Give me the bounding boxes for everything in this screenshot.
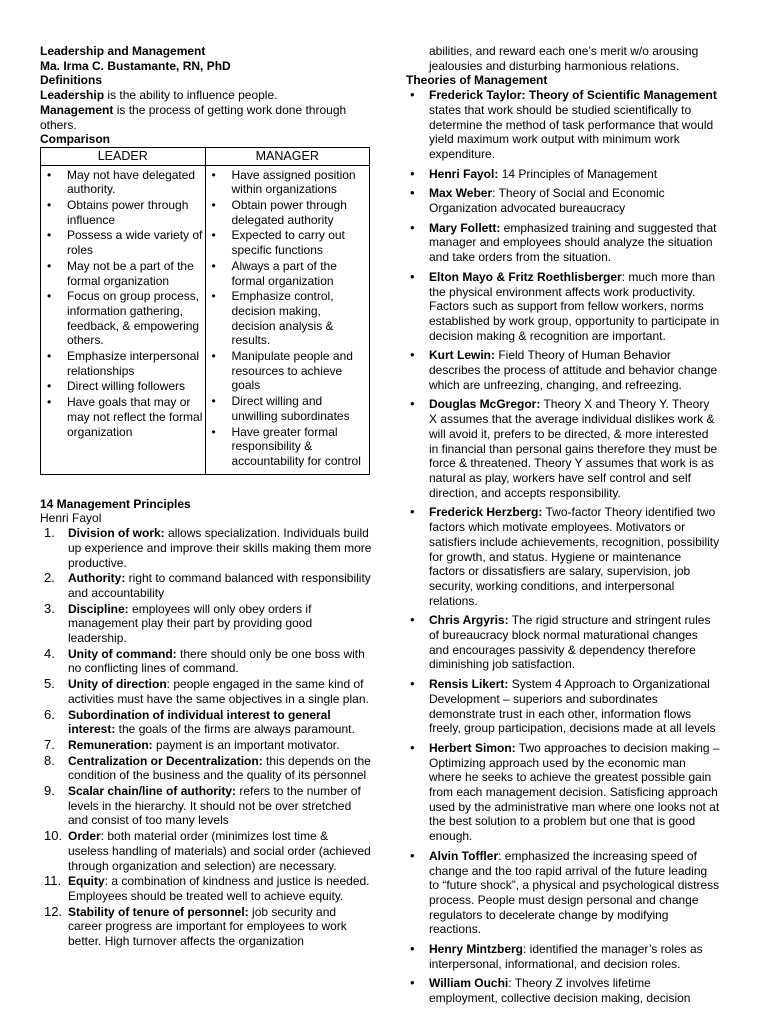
- theorist-name: Frederick Taylor: Theory of Scientific Management: [429, 88, 717, 103]
- manager-item: • Always a part of the formal organization: [208, 259, 368, 288]
- theory-text: emphasized training and suggested that manager and employees should analyze the situation and take orders from the situation.: [429, 220, 717, 265]
- management-definition: [40, 103, 372, 132]
- principle-item: [40, 754, 372, 783]
- theory-text: : emphasized the increasing speed of change and the too rapid arrival of the future leading to “future shock”, a physical and psychological distress process. People must design personal and change regulators to decelerate change by modifying reactions.: [429, 848, 720, 937]
- theory-item: [406, 348, 720, 392]
- principle-number: 5.: [44, 676, 55, 692]
- principle-12-continuation: abilities, and reward each one’s merit w/o arousing jealousies and disturbing harmonious relations.: [429, 44, 699, 73]
- author-name: Ma. Irma C. Bustamante, RN, PhD: [40, 58, 231, 73]
- theory-item: [406, 677, 720, 736]
- theory-text: System 4 Approach to Organizational Development – superiors and subordinates demonstrate trust in each other, information flows freely, group participation, decisions made at all levels: [429, 677, 716, 736]
- leader-item: • Have goals that may or may not reflect the formal organization: [43, 395, 203, 439]
- principle-text: right to command balanced with responsibility and accountability: [68, 571, 371, 600]
- theory-text: The rigid structure and stringent rules of bureaucracy block normal maturational changes and encourages passivity & dependency therefore diminishing job satisfaction.: [429, 613, 711, 672]
- principle-term: Centralization or Decentralization:: [68, 753, 263, 768]
- principles-heading: 14 Management Principles: [40, 496, 191, 511]
- principle-term: Division of work:: [68, 526, 165, 541]
- manager-list: [208, 168, 368, 469]
- theory-item: [406, 976, 720, 1005]
- comparison-table: [40, 147, 370, 475]
- theorist-name: Alvin Toffler: [429, 848, 499, 863]
- theorist-name: Herbert Simon:: [429, 740, 516, 755]
- principle-item: [40, 602, 372, 646]
- theorist-name: Rensis Likert:: [429, 677, 509, 692]
- principle-number: 9.: [44, 783, 55, 799]
- management-text: is the process of getting work done through others.: [40, 102, 347, 132]
- theory-text: : Theory of Social and Economic Organization advocated bureaucracy: [429, 186, 665, 216]
- principle-item: [40, 708, 372, 737]
- principle-number: 6.: [44, 706, 55, 722]
- theories-heading: Theories of Management: [406, 73, 548, 88]
- left-column: [40, 44, 372, 950]
- principle-item: [40, 571, 372, 600]
- principle-text: : people engaged in the same kind of activities must have the same objectives in a single plan.: [68, 677, 369, 706]
- theory-item: [406, 613, 720, 672]
- principle-term: Unity of command:: [68, 646, 177, 661]
- leader-list: [43, 168, 203, 440]
- theorist-name: Max Weber: [429, 186, 493, 201]
- principle-text: employees will only obey orders if management play their part by providing good leadership.: [68, 601, 313, 646]
- principle-item: [40, 874, 372, 903]
- manager-item: • Direct willing and unwilling subordinates: [208, 394, 368, 423]
- leader-item: • May not have delegated authority.: [43, 168, 203, 197]
- principle-number: 10.: [44, 828, 63, 844]
- principle-term: Remuneration:: [68, 737, 153, 752]
- principle-number: 7.: [44, 736, 55, 752]
- principle-text: refers to the number of levels in the hierarchy. It should not be over stretched and consist of too many levels: [68, 784, 361, 828]
- manager-item: • Manipulate people and resources to achieve goals: [208, 349, 368, 393]
- principle-text: : a combination of kindness and justice is needed. Employees should be treated well to achieve equity.: [68, 874, 370, 903]
- principle-item: [40, 829, 372, 873]
- principle-text: this depends on the condition of the business and the quality of its personnel: [68, 753, 371, 783]
- theory-text: Two-factor Theory identified two factors which motivate employees. Motivators or satisfiers include achievements, recognition, possibility for growth, and status. Hygiene or maintenance factors or dissatisfiers are salary, supervision, job security, working conditions, and interpersonal relations.: [429, 505, 720, 608]
- principle-term: Subordination of individual interest to general interest:: [68, 707, 331, 737]
- principle-text: the goals of the firms are always paramount.: [115, 722, 355, 737]
- theory-item: [406, 167, 720, 182]
- theory-item: [406, 741, 720, 844]
- principle-item: [40, 905, 372, 949]
- principle-number: 2.: [44, 570, 55, 586]
- principle-item: [40, 647, 372, 676]
- manager-column-header: MANAGER: [205, 147, 370, 165]
- principle-text: job security and career progress are important for employees to work better. High turnover affects the organization: [68, 904, 347, 949]
- principle-term: Stability of tenure of personnel:: [68, 904, 249, 919]
- principle-number: 11.: [44, 873, 62, 889]
- theorist-name: Douglas McGregor:: [429, 397, 541, 412]
- principle-term: Order: [68, 829, 101, 844]
- theorist-name: Henry Mintzberg: [429, 942, 524, 957]
- definitions-heading: Definitions: [40, 73, 102, 88]
- leadership-term: Leadership: [40, 88, 105, 103]
- manager-cell: [205, 165, 370, 474]
- principle-number: 4.: [44, 645, 55, 661]
- principle-text: payment is an important motivator.: [152, 737, 340, 752]
- manager-item: • Expected to carry out specific functions: [208, 228, 368, 257]
- leader-item: • Focus on group process, information gathering, feedback, & empowering others.: [43, 289, 203, 348]
- theorist-name: William Ouchi: [429, 976, 509, 991]
- principle-term: Scalar chain/line of authority:: [68, 784, 237, 799]
- theorist-name: Kurt Lewin:: [429, 348, 495, 363]
- principles-subheading: Henri Fayol: [40, 511, 102, 526]
- theory-item: [406, 397, 720, 500]
- theorist-name: Henri Fayol:: [429, 166, 499, 181]
- theories-list: [406, 88, 720, 1006]
- theorist-name: Mary Follett:: [429, 220, 501, 235]
- theory-item: [406, 505, 720, 608]
- principle-text: there should only be one boss with no conflicting lines of command.: [68, 646, 365, 676]
- principle-term: Equity: [68, 874, 105, 889]
- theory-text: 14 Principles of Management: [498, 166, 658, 181]
- theory-text: Theory X and Theory Y. Theory X assumes that the average individual dislikes work & will avoid it, prefers to be directed, & more interested in financial than personal gains therefore they must be force & threatened. Theory Y assumes that work is as natural as play, workers have self control and self direction, and accepts responsibility.: [429, 397, 718, 500]
- principles-list: [40, 526, 372, 949]
- leadership-text: is the ability to influence people.: [104, 88, 278, 103]
- principle-item: [40, 784, 372, 828]
- manager-item: • Have assigned position within organizations: [208, 168, 368, 197]
- principle-term: Discipline:: [68, 601, 129, 616]
- principle-term: Authority:: [68, 571, 126, 586]
- theory-item: [406, 88, 720, 162]
- leader-item: • Direct willing followers: [43, 379, 203, 394]
- principle-item: [40, 677, 372, 706]
- leader-item: • May not be a part of the formal organization: [43, 259, 203, 288]
- management-term: Management: [40, 102, 114, 117]
- principle-item: [40, 738, 372, 753]
- theory-text: : identified the manager’s roles as interpersonal, informational, and decision roles.: [429, 942, 703, 971]
- principle-text: : both material order (minimizes lost time & useless handling of materials) and social order (achieved through organization and selection) are necessary.: [68, 829, 371, 873]
- principle-item: [40, 526, 372, 570]
- theorist-name: Chris Argyris:: [429, 613, 509, 628]
- theory-item: [406, 186, 720, 215]
- principle-text: allows specialization. Individuals build up experience and improve their skills making them more productive.: [68, 526, 372, 570]
- leader-item: • Obtains power through influence: [43, 198, 203, 227]
- comparison-heading: Comparison: [40, 132, 111, 147]
- theory-text: : Theory Z involves lifetime employment, collective decision making, decision: [429, 976, 691, 1006]
- theory-text: : much more than the physical environment affects work productivity. Factors such as support from fellow workers, norms established by work group, opportunity to participate in decision making & recognition are important.: [429, 269, 720, 343]
- right-column: [406, 44, 720, 1011]
- leadership-definition: [40, 88, 372, 103]
- leader-column-header: LEADER: [41, 147, 206, 165]
- document-title: Leadership and Management: [40, 44, 206, 58]
- theory-text: Field Theory of Human Behavior describes the process of attitude and behavior change which are unfreezing, changing, and refreezing.: [429, 348, 718, 392]
- leader-cell: [41, 165, 206, 474]
- leader-item: • Emphasize interpersonal relationships: [43, 349, 203, 378]
- theory-item: [406, 849, 720, 937]
- theory-text: Two approaches to decision making – Optimizing approach used by the economic man where he seeks to achieve the greatest possible gain from each management decision. Satisficing approach used by the administrative man where one looks not at the best solution to a problem but one that is good enough.: [429, 740, 720, 844]
- principle-number: 1.: [44, 525, 55, 541]
- principle-number: 8.: [44, 752, 55, 768]
- theory-item: [406, 942, 720, 971]
- manager-item: • Have greater formal responsibility & accountability for control: [208, 425, 368, 469]
- manager-item: • Emphasize control, decision making, decision analysis & results.: [208, 289, 368, 348]
- manager-item: • Obtain power through delegated authority: [208, 198, 368, 227]
- principle-number: 12.: [44, 903, 63, 919]
- theory-item: [406, 270, 720, 344]
- theory-item: [406, 221, 720, 265]
- leader-item: • Possess a wide variety of roles: [43, 228, 203, 257]
- theorist-name: Elton Mayo & Fritz Roethlisberger: [429, 269, 622, 284]
- theory-text: states that work should be studied scientifically to determine the method of task performance that would yield maximum work output with minimum work expenditure.: [429, 102, 714, 161]
- principle-number: 3.: [44, 600, 55, 616]
- principle-term: Unity of direction: [68, 677, 167, 692]
- theorist-name: Frederick Herzberg:: [429, 505, 543, 520]
